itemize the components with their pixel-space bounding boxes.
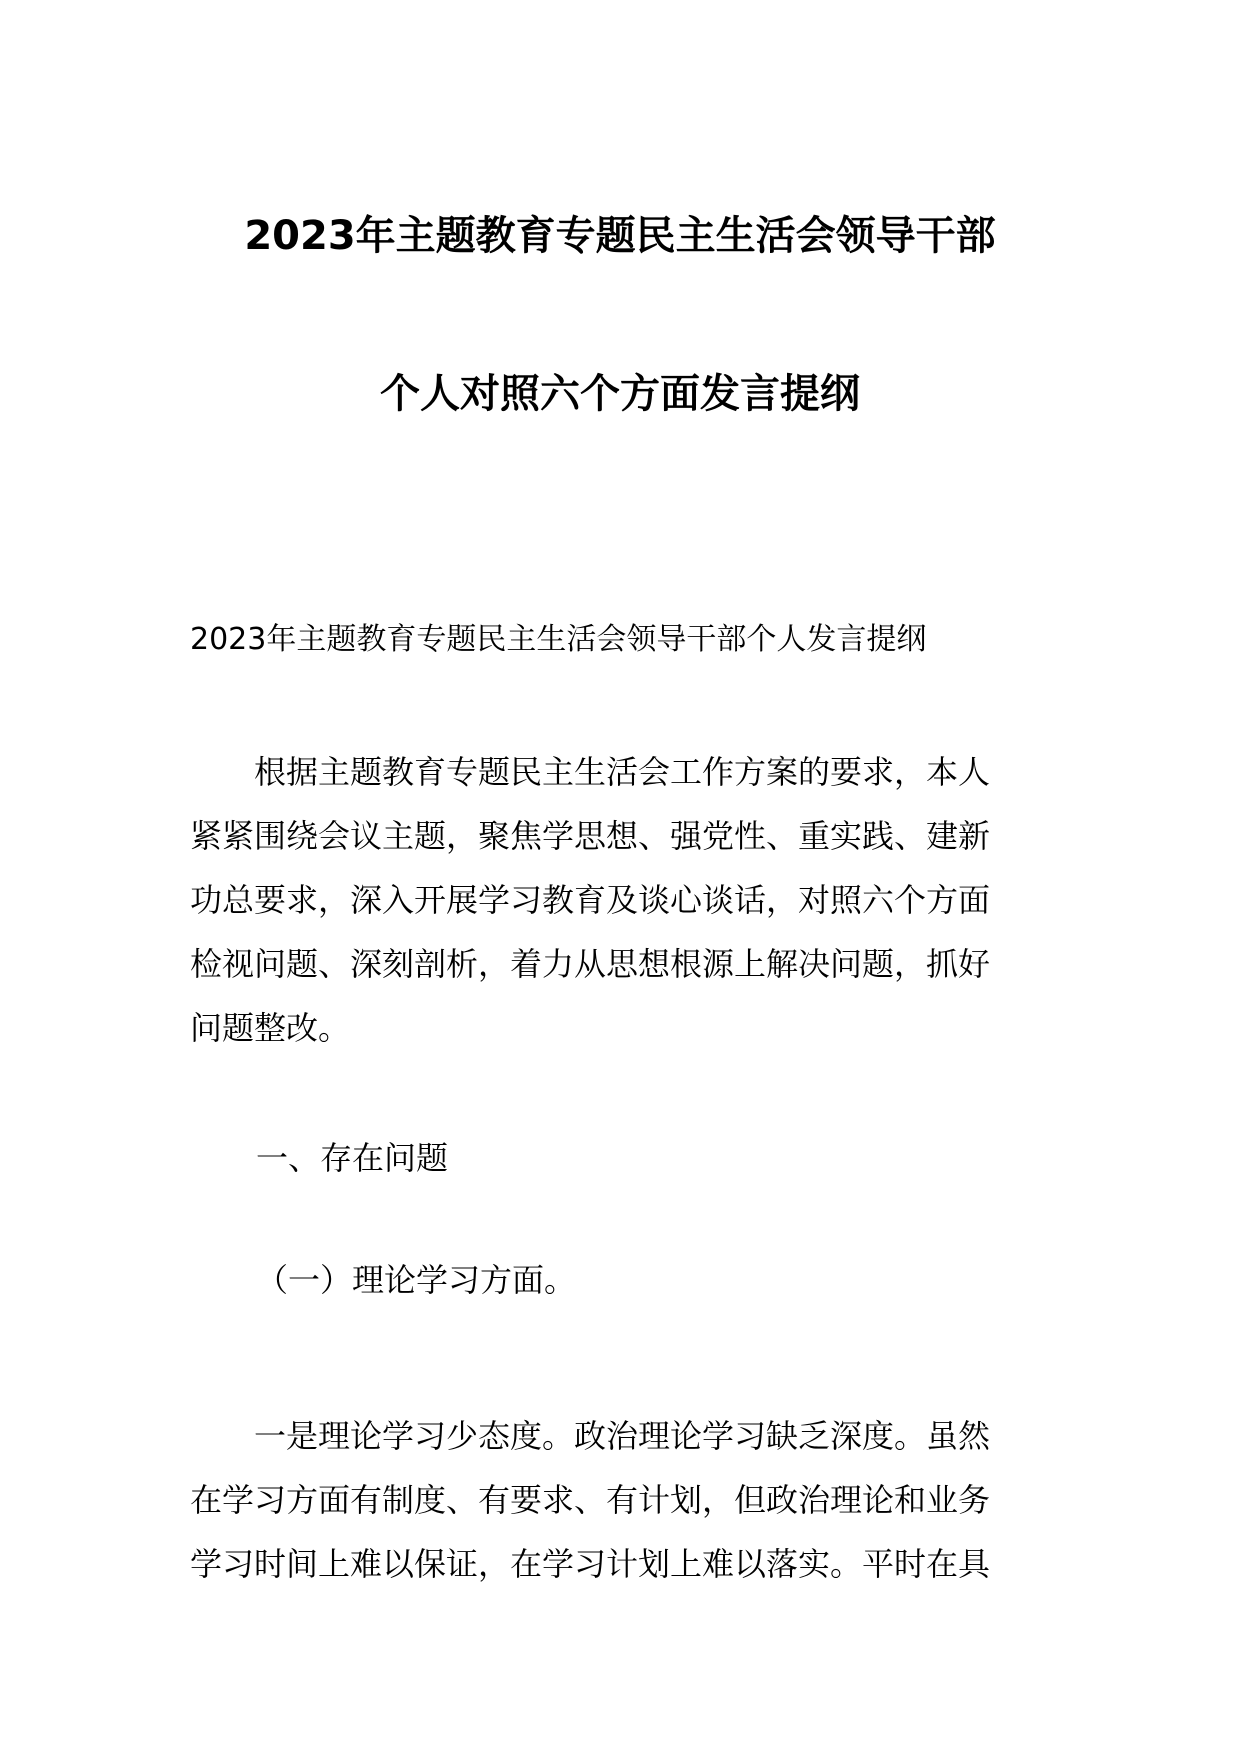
title-line-2: 个人对照六个方面发言提纲 [380, 371, 860, 417]
section-heading: 一、存在问题 [256, 1139, 449, 1177]
subtitle: 2023年主题教育专题民主生活会领导干部个人发言提纲 [190, 622, 927, 657]
subsection-heading: （一）理论学习方面。 [256, 1261, 577, 1299]
intro-line: 紧紧围绕会议主题，聚焦学思想、强党性、重实践、建新 [190, 817, 991, 855]
item-paragraph [190, 1404, 1056, 1596]
intro-line: 根据主题教育专题民主生活会工作方案的要求，本人 [190, 753, 991, 791]
intro-paragraph [190, 740, 1056, 1060]
item-line: 一是理论学习少态度。政治理论学习缺乏深度。虽然 [190, 1417, 991, 1455]
intro-line: 检视问题、深刻剖析，着力从思想根源上解决问题，抓好 [190, 945, 991, 983]
item-line: 学习时间上难以保证，在学习计划上难以落实。平时在具 [190, 1545, 991, 1583]
intro-line: 功总要求，深入开展学习教育及谈心谈话，对照六个方面 [190, 881, 991, 919]
title-line-1: 2023年主题教育专题民主生活会领导干部 [244, 213, 996, 259]
intro-line: 问题整改。 [190, 1009, 351, 1047]
item-line: 在学习方面有制度、有要求、有计划，但政治理论和业务 [190, 1481, 991, 1519]
